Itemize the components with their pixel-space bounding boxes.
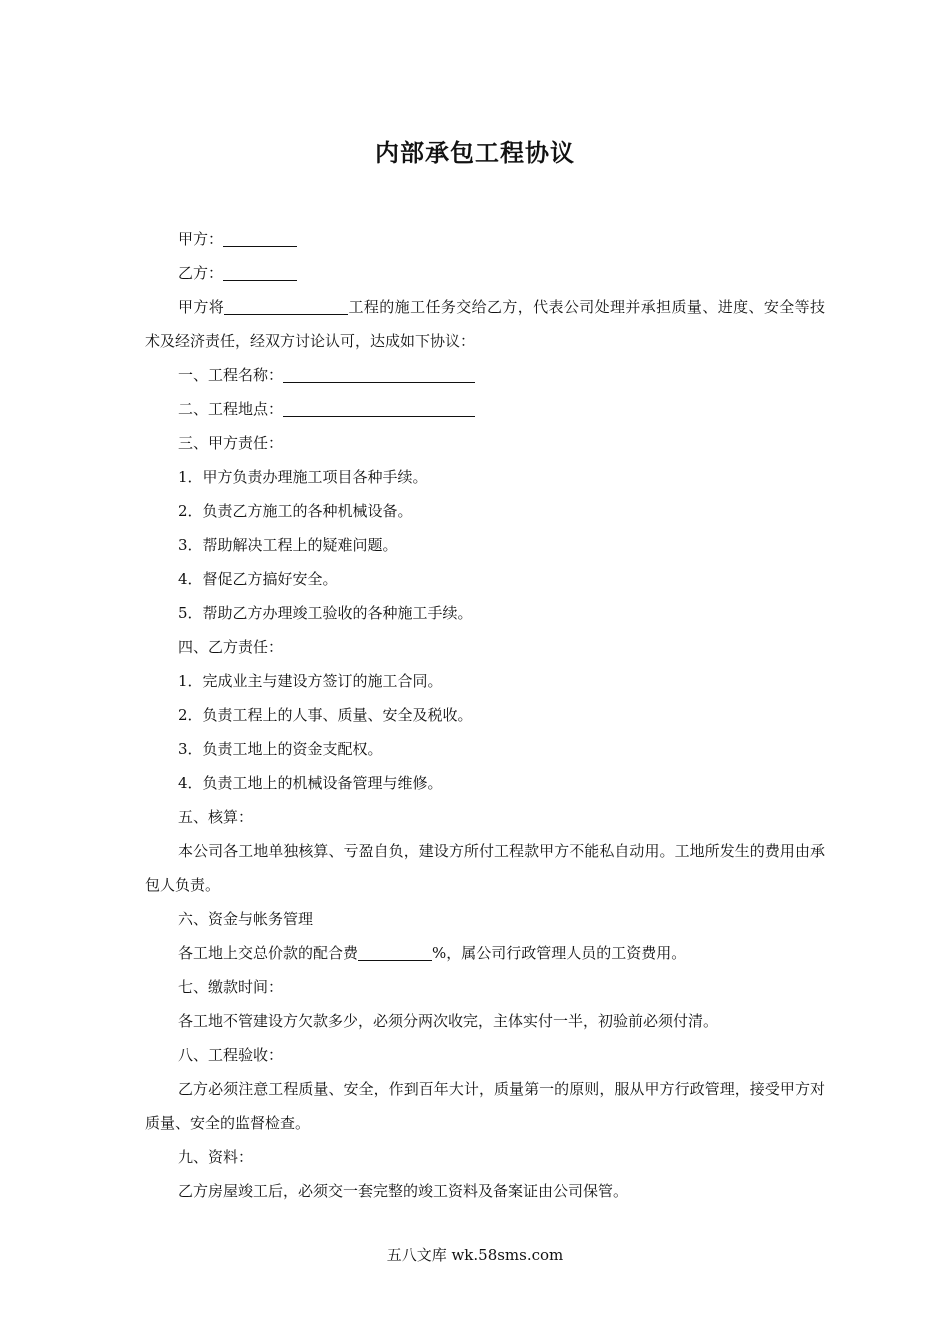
section3-heading: 三、甲方责任： — [178, 434, 284, 452]
section3-item: 1．甲方负责办理施工项目各种手续。 — [178, 468, 428, 486]
party-a-label: 甲方： — [178, 230, 224, 248]
fee-percent-blank — [358, 942, 432, 961]
section6-after-blank: %，属公司行政管理人员的工资费用。 — [432, 944, 687, 962]
document-body — [145, 222, 825, 1208]
section3-item: 3．帮助解决工程上的疑难问题。 — [178, 536, 398, 554]
section4-item: 1．完成业主与建设方签订的施工合同。 — [178, 672, 443, 690]
party-b-blank — [223, 262, 297, 281]
page-footer: 五八文库 wk.58sms.com — [386, 1246, 564, 1264]
party-a-blank — [223, 228, 297, 247]
section4-heading: 四、乙方责任： — [178, 638, 284, 656]
section9-text: 乙方房屋竣工后，必须交一套完整的竣工资料及备案证由公司保管。 — [178, 1182, 629, 1200]
section7-heading: 七、缴款时间： — [178, 978, 284, 996]
section6-heading: 六、资金与帐务管理 — [178, 910, 314, 928]
section5-text: 本公司各工地单独核算、亏盈自负，建设方所付工程款甲方不能私自动用。工地所发生的费用由承包人负责。 — [145, 842, 825, 894]
section9-heading: 九、资料： — [178, 1148, 254, 1166]
party-b-line — [145, 256, 825, 290]
section5-heading: 五、核算： — [178, 808, 254, 826]
project-name-blank — [283, 364, 475, 383]
section4-item: 3．负责工地上的资金支配权。 — [178, 740, 383, 758]
project-location-line — [145, 392, 825, 426]
project-name-line — [145, 358, 825, 392]
page-title: 内部承包工程协议 — [375, 138, 575, 167]
project-name-label: 一、工程名称： — [178, 366, 284, 384]
intro-before-blank: 甲方将 — [178, 298, 225, 316]
section6-before-blank: 各工地上交总价款的配合费 — [178, 944, 359, 962]
party-a-line — [145, 222, 825, 256]
section8-text: 乙方必须注意工程质量、安全，作到百年大计，质量第一的原则，服从甲方行政管理，接受甲方对质量、安全的监督检查。 — [145, 1080, 825, 1132]
section7-text: 各工地不管建设方欠款多少，必须分两次收完，主体实付一半，初验前必须付清。 — [178, 1012, 719, 1030]
intro-paragraph — [145, 290, 825, 358]
project-location-blank — [283, 398, 475, 417]
project-location-label: 二、工程地点： — [178, 400, 284, 418]
section4-item: 4．负责工地上的机械设备管理与维修。 — [178, 774, 443, 792]
party-b-label: 乙方： — [178, 264, 224, 282]
intro-after-blank: 工程的施工任务交给乙方，代表公司处理并承担质量、进度、安全等技术及经济责任，经双方讨论认可，达成如下协议： — [145, 298, 825, 350]
section3-item: 4．督促乙方搞好安全。 — [178, 570, 338, 588]
section6-line — [145, 936, 825, 970]
section8-heading: 八、工程验收： — [178, 1046, 284, 1064]
intro-project-blank — [224, 296, 348, 315]
section4-item: 2．负责工程上的人事、质量、安全及税收。 — [178, 706, 473, 724]
section3-item: 2．负责乙方施工的各种机械设备。 — [178, 502, 413, 520]
section3-item: 5．帮助乙方办理竣工验收的各种施工手续。 — [178, 604, 473, 622]
